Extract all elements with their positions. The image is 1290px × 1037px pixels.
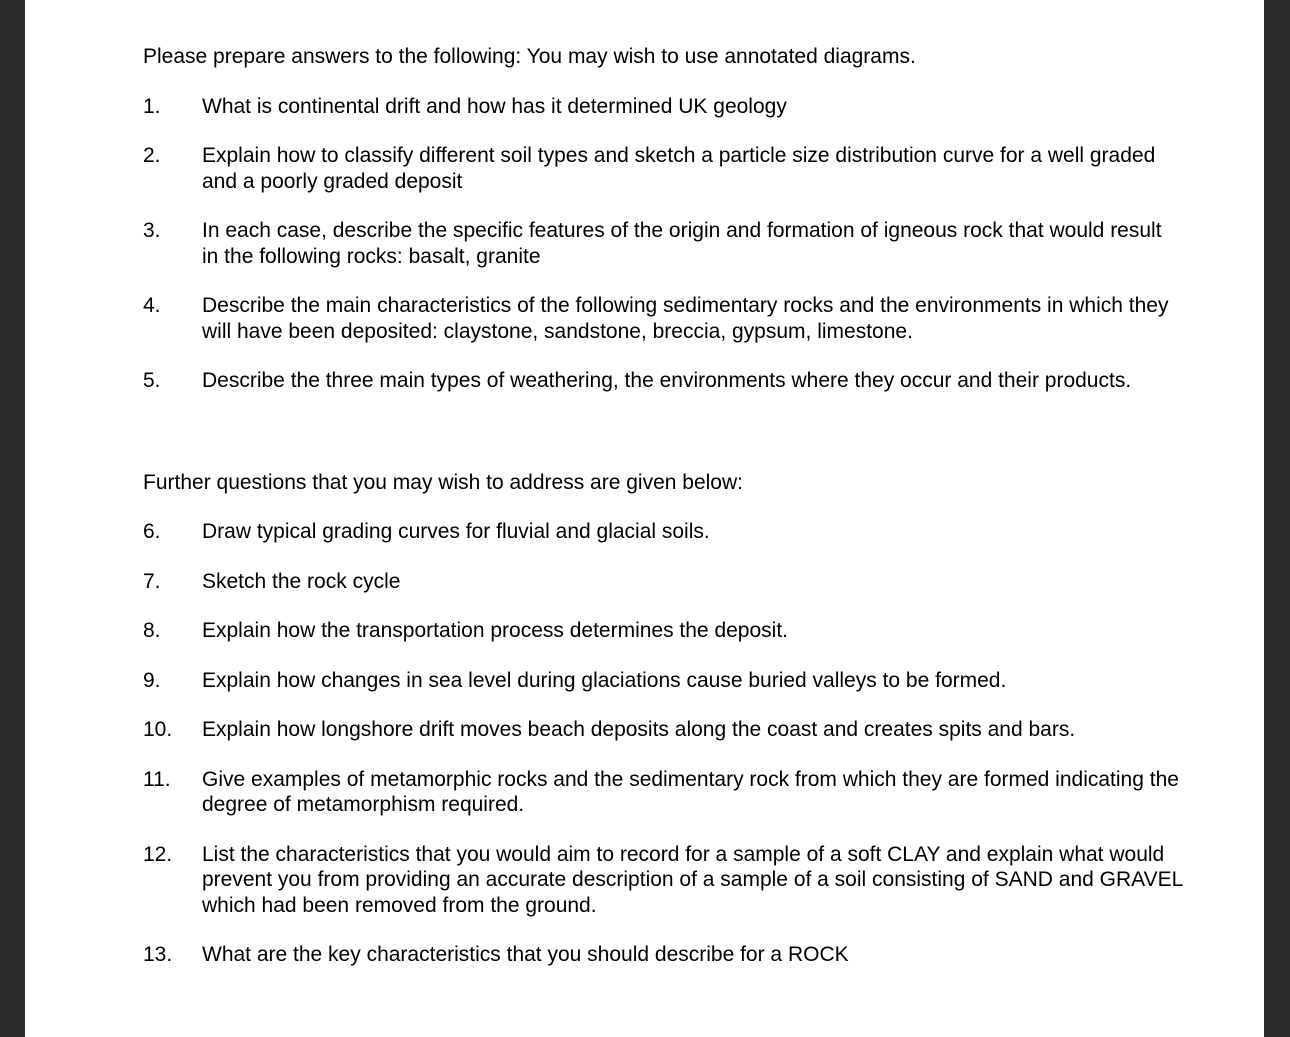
- question-text: Explain how to classify different soil types and sketch a particle size distribution curve for a well graded and a poorly graded deposit: [202, 144, 1156, 193]
- document-page: [25, 0, 1264, 1037]
- question-number: 5.: [143, 369, 161, 392]
- question-text: Sketch the rock cycle: [202, 569, 401, 593]
- question-item: [143, 767, 1183, 818]
- question-text: Give examples of metamorphic rocks and the sedimentary rock from which they are formed indicating the degree of metamorphism required.: [202, 767, 1179, 816]
- question-item: [143, 842, 1183, 919]
- question-item: [143, 143, 1183, 194]
- section-spacer: [143, 418, 1183, 470]
- question-item: [143, 618, 1183, 644]
- question-item: [143, 293, 1183, 344]
- question-text: Draw typical grading curves for fluvial and glacial soils.: [202, 520, 710, 543]
- intro-text: Please prepare answers to the following: You may wish to use annotated diagrams.: [143, 45, 916, 68]
- question-number: 4.: [143, 294, 161, 317]
- further-intro-text: Further questions that you may wish to address are given below:: [143, 470, 743, 494]
- question-number: 7.: [143, 569, 161, 593]
- question-number: 8.: [143, 619, 161, 642]
- question-number: 10.: [143, 718, 173, 741]
- question-number: 12.: [143, 842, 173, 866]
- question-number: 1.: [143, 94, 161, 118]
- question-text: Explain how changes in sea level during glaciations cause buried valleys to be formed.: [202, 668, 1007, 692]
- question-text: List the characteristics that you would aim to record for a sample of a soft CLAY and explain what would prevent you from providing an accurate description of a sample of a soil consisting of SAND and GRAVEL which had been removed from the ground.: [202, 842, 1183, 917]
- question-text: In each case, describe the specific features of the origin and formation of igneous rock that would result in the following rocks: basalt, granite: [202, 219, 1162, 268]
- question-item: [143, 942, 1183, 968]
- question-number: 2.: [143, 144, 161, 167]
- question-number: 13.: [143, 943, 173, 966]
- question-text: What is continental drift and how has it determined UK geology: [202, 94, 787, 118]
- question-item: [143, 519, 1183, 545]
- question-text: Explain how longshore drift moves beach deposits along the coast and creates spits and bars.: [202, 718, 1076, 741]
- question-item: [143, 368, 1183, 394]
- question-item: [143, 717, 1183, 743]
- question-text: Explain how the transportation process determines the deposit.: [202, 619, 789, 642]
- document-content: [143, 44, 1183, 992]
- question-number: 6.: [143, 520, 161, 543]
- question-number: 3.: [143, 219, 161, 242]
- question-text: Describe the three main types of weathering, the environments where they occur and their products.: [202, 369, 1132, 392]
- question-item: [143, 218, 1183, 269]
- question-item: [143, 94, 1183, 120]
- question-item: [143, 668, 1183, 694]
- question-item: [143, 569, 1183, 595]
- question-text: What are the key characteristics that you should describe for a ROCK: [202, 943, 849, 966]
- question-text: Describe the main characteristics of the following sedimentary rocks and the environments in which they will have been deposited: claystone, sandstone, breccia, gypsum, limestone.: [202, 294, 1169, 343]
- question-number: 9.: [143, 668, 161, 692]
- question-number: 11.: [143, 767, 171, 791]
